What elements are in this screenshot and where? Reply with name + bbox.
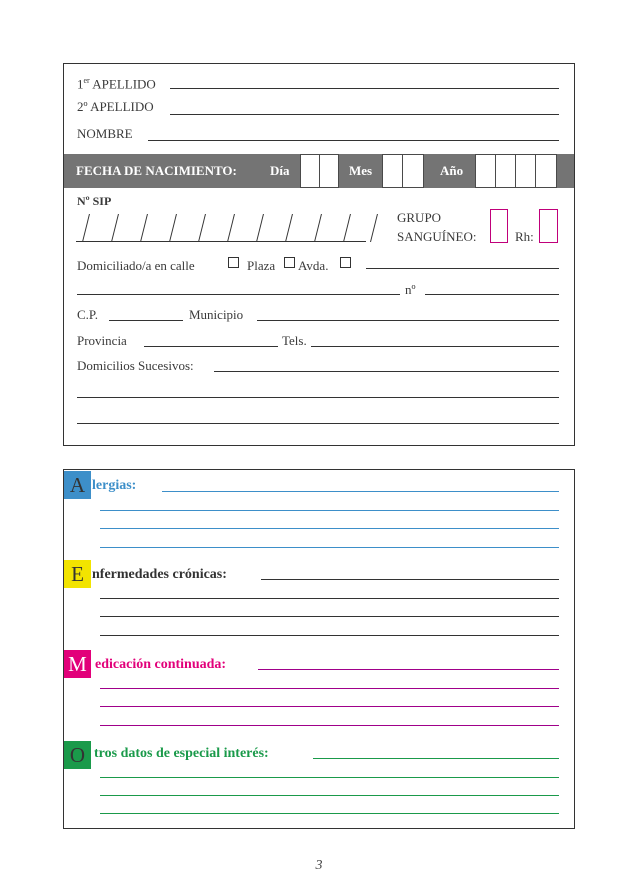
dia-digit-2[interactable]	[319, 154, 339, 188]
apellido2-label: 2º APELLIDO	[77, 99, 154, 114]
provincia-label: Provincia	[77, 333, 127, 348]
municipio-field[interactable]	[257, 320, 559, 321]
otros-line[interactable]	[100, 795, 559, 796]
domiciliado-label: Domiciliado/a en calle	[77, 258, 195, 273]
medicacion-line[interactable]	[100, 688, 559, 689]
apellido1-label	[77, 73, 156, 91]
enfermedades-line[interactable]	[100, 635, 559, 636]
alergias-line[interactable]	[100, 510, 559, 511]
anio-digit-2[interactable]	[495, 154, 516, 188]
mes-label: Mes	[349, 163, 373, 178]
avda-label: Avda.	[298, 258, 329, 273]
numero-label: nº	[405, 282, 416, 297]
otros-initial-block	[64, 741, 91, 769]
street-field[interactable]	[366, 268, 559, 269]
otros-field[interactable]	[313, 758, 559, 759]
municipio-label: Municipio	[189, 307, 244, 322]
cp-field[interactable]	[109, 320, 183, 321]
domicilios-line[interactable]	[77, 397, 559, 398]
anio-digit-3[interactable]	[515, 154, 536, 188]
personal-data-box	[63, 63, 575, 446]
enfermedades-line[interactable]	[100, 598, 559, 599]
medicacion-field[interactable]	[258, 669, 559, 670]
apellido1-sup: er	[83, 76, 90, 85]
blood-group-box[interactable]	[490, 209, 508, 243]
otros-initial: O	[69, 743, 86, 767]
medicacion-title: edicación continuada:	[95, 657, 227, 672]
apellido2-field[interactable]	[170, 114, 559, 115]
sip-label: Nº SIP	[77, 194, 112, 208]
domicilios-field[interactable]	[214, 371, 559, 372]
apellido1-text: APELLIDO	[92, 76, 156, 92]
sanguineo-label: SANGUÍNEO:	[397, 229, 477, 244]
birth-date-band	[64, 154, 574, 188]
anio-label: Año	[440, 163, 464, 178]
mes-digit-1[interactable]	[382, 154, 403, 188]
alergias-initial-block	[64, 471, 91, 499]
cp-label: C.P.	[77, 307, 98, 322]
domicilios-line[interactable]	[77, 423, 559, 424]
alergias-initial: A	[69, 473, 86, 497]
enfermedades-line[interactable]	[100, 616, 559, 617]
provincia-field[interactable]	[144, 346, 278, 347]
domicilios-label: Domicilios Sucesivos:	[77, 358, 194, 373]
medicacion-initial-block	[64, 650, 91, 678]
nombre-field[interactable]	[148, 140, 559, 141]
anio-digit-1[interactable]	[475, 154, 496, 188]
apellido1-num: 1	[77, 76, 84, 92]
dia-digit-1[interactable]	[300, 154, 320, 188]
alergias-line[interactable]	[100, 547, 559, 548]
otros-title: tros datos de especial interés:	[94, 746, 269, 761]
numero-field[interactable]	[425, 294, 559, 295]
enfermedades-initial: E	[71, 562, 84, 586]
calle-checkbox[interactable]	[228, 257, 239, 268]
anio-digit-4[interactable]	[535, 154, 557, 188]
enfermedades-title: nfermedades crónicas:	[92, 567, 227, 582]
alergias-line[interactable]	[100, 528, 559, 529]
page-number: 3	[315, 858, 323, 873]
nombre-label: NOMBRE	[77, 126, 133, 141]
dia-label: Día	[270, 163, 290, 178]
otros-line[interactable]	[100, 777, 559, 778]
mes-digit-2[interactable]	[402, 154, 424, 188]
alergias-field[interactable]	[162, 491, 559, 492]
rh-box[interactable]	[539, 209, 558, 243]
avda-checkbox[interactable]	[340, 257, 351, 268]
medicacion-initial: M	[68, 652, 87, 676]
enfermedades-initial-block	[64, 560, 91, 588]
grupo-label: GRUPO	[397, 210, 442, 225]
sip-baseline	[76, 241, 366, 242]
tels-field[interactable]	[311, 346, 559, 347]
otros-line[interactable]	[100, 813, 559, 814]
medicacion-line[interactable]	[100, 725, 559, 726]
alergias-title: lergias:	[92, 478, 137, 493]
plaza-label: Plaza	[247, 258, 276, 273]
rh-label: Rh:	[515, 229, 534, 244]
enfermedades-field[interactable]	[261, 579, 559, 580]
sip-field[interactable]	[76, 212, 372, 244]
medicacion-line[interactable]	[100, 706, 559, 707]
birth-date-label: FECHA DE NACIMIENTO:	[76, 163, 237, 178]
medical-data-box	[63, 469, 575, 829]
plaza-checkbox[interactable]	[284, 257, 295, 268]
apellido1-field[interactable]	[170, 88, 559, 89]
tels-label: Tels.	[282, 333, 307, 348]
address-field[interactable]	[77, 294, 400, 295]
